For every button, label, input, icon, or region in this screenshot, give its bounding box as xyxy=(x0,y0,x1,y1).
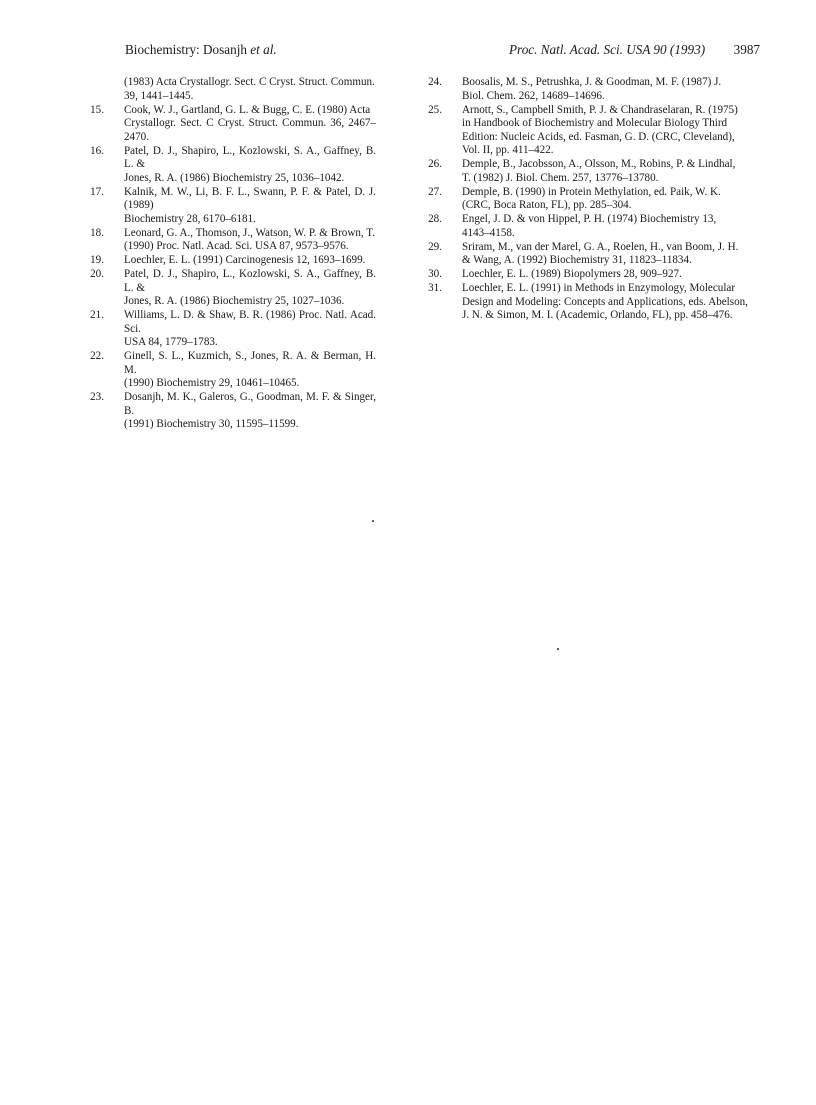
reference-number: 25. xyxy=(428,103,442,116)
reference-18 xyxy=(76,227,376,254)
reference-text-line: (CRC, Boca Raton, FL), pp. 285–304. xyxy=(462,199,632,211)
reference-text-line: Demple, B., Jacobsson, A., Olsson, M., Robins, P. & Lindhal, xyxy=(462,158,736,170)
scan-speck xyxy=(372,520,374,522)
reference-number: 16. xyxy=(90,144,104,157)
reference-26 xyxy=(414,158,760,185)
reference-text-line: Edition: Nucleic Acids, ed. Fasman, G. D. (CRC, Cleveland), xyxy=(462,130,735,143)
reference-number: 15. xyxy=(90,103,104,116)
reference-text-line: J. N. & Simon, M. I. (Academic, Orlando, FL), pp. 458–476. xyxy=(462,309,733,321)
reference-text-line: USA 84, 1779–1783. xyxy=(124,336,218,348)
reference-24 xyxy=(414,76,760,103)
reference-number: 19. xyxy=(90,254,104,266)
reference-text-line: Ginell, S. L., Kuzmich, S., Jones, R. A. & Berman, H. M. xyxy=(124,350,376,376)
reference-21 xyxy=(76,309,376,350)
reference-text-line: Sriram, M., van der Marel, G. A., Roelen, H., van Boom, J. H. xyxy=(462,240,739,253)
page-number: 3987 xyxy=(733,42,760,57)
reference-text-line: Crystallogr. Sect. C Cryst. Struct. Commun. 36, 2467–2470. xyxy=(124,117,376,143)
reference-15 xyxy=(76,104,376,145)
reference-number: 18. xyxy=(90,226,104,239)
reference-text-line: T. (1982) J. Biol. Chem. 257, 13776–13780. xyxy=(462,171,659,184)
reference-16 xyxy=(76,145,376,186)
references-left-column xyxy=(76,76,376,432)
reference-text-line: Biol. Chem. 262, 14689–14696. xyxy=(462,89,605,102)
reference-text-line: Patel, D. J., Shapiro, L., Kozlowski, S. A., Gaffney, B. L. & xyxy=(124,268,376,294)
reference-17 xyxy=(76,186,376,227)
reference-text-line: Williams, L. D. & Shaw, B. R. (1986) Proc. Natl. Acad. Sci. xyxy=(124,309,376,335)
reference-text-line: (1990) Proc. Natl. Acad. Sci. USA 87, 9573–9576. xyxy=(124,240,349,252)
reference-text-line: Cook, W. J., Gartland, G. L. & Bugg, C. E. (1980) Acta xyxy=(124,103,371,116)
header-left: Biochemistry: Dosanjh et al. xyxy=(125,42,277,57)
reference-28 xyxy=(414,213,760,240)
reference-text-line: Loechler, E. L. (1991) in Methods in Enzymology, Molecular xyxy=(462,282,736,294)
reference-text-line: in Handbook of Biochemistry and Molecular Biology Third xyxy=(462,117,728,129)
reference-22 xyxy=(76,350,376,391)
reference-text-line: Biochemistry 28, 6170–6181. xyxy=(124,212,256,225)
reference-number: 29. xyxy=(428,240,442,253)
reference-number: 26. xyxy=(428,158,442,170)
references-right-column xyxy=(414,76,760,323)
reference-continuation: (1983) Acta Crystallogr. Sect. C Cryst. Struct. Commun. 39, 1441–1445. xyxy=(124,76,375,102)
reference-text-line: Jones, R. A. (1986) Biochemistry 25, 1027–1036. xyxy=(124,295,345,307)
reference-23 xyxy=(76,391,376,432)
reference-number: 23. xyxy=(90,391,104,403)
scan-speck xyxy=(557,648,559,650)
reference-text-line: Patel, D. J., Shapiro, L., Kozlowski, S. A., Gaffney, B. L. & xyxy=(124,144,376,170)
reference-text-line: Kalnik, M. W., Li, B. F. L., Swann, P. F. & Patel, D. J. (1989) xyxy=(124,185,376,211)
reference-25 xyxy=(414,104,760,158)
reference-text-line: Arnott, S., Campbell Smith, P. J. & Chandraselaran, R. (1975) xyxy=(462,103,738,116)
reference-text-line: Vol. II, pp. 411–422. xyxy=(462,144,554,156)
reference-number: 22. xyxy=(90,350,104,362)
reference-text-line: Design and Modeling: Concepts and Applications, eds. Abelson, xyxy=(462,295,748,308)
reference-text-line: Boosalis, M. S., Petrushka, J. & Goodman, M. F. (1987) J. xyxy=(462,76,722,88)
reference-text-line: (1991) Biochemistry 30, 11595–11599. xyxy=(124,418,299,430)
reference-31 xyxy=(414,282,760,323)
running-header xyxy=(125,42,760,62)
reference-number: 31. xyxy=(428,282,442,294)
reference-number: 20. xyxy=(90,268,104,280)
reference-text-line: Leonard, G. A., Thomson, J., Watson, W. P. & Brown, T. xyxy=(124,226,375,239)
reference-text-line: Loechler, E. L. (1991) Carcinogenesis 12, 1693–1699. xyxy=(124,254,366,266)
reference-27 xyxy=(414,186,760,213)
reference-30 xyxy=(414,268,760,282)
reference-29 xyxy=(414,241,760,268)
reference-number: 21. xyxy=(90,309,104,321)
reference-text-line: Loechler, E. L. (1989) Biopolymers 28, 909–927. xyxy=(462,268,682,280)
reference-text-line: Demple, B. (1990) in Protein Methylation, ed. Paik, W. K. xyxy=(462,185,721,198)
reference-number: 30. xyxy=(428,268,442,280)
reference-text-line: Engel, J. D. & von Hippel, P. H. (1974) Biochemistry 13, xyxy=(462,213,717,225)
reference-text-line: Dosanjh, M. K., Galeros, G., Goodman, M. F. & Singer, B. xyxy=(124,391,376,417)
reference-text-line: 4143–4158. xyxy=(462,226,515,239)
reference-number: 28. xyxy=(428,213,442,225)
reference-number: 17. xyxy=(90,185,104,198)
reference-text-line: & Wang, A. (1992) Biochemistry 31, 11823–11834. xyxy=(462,254,692,266)
reference-20 xyxy=(76,268,376,309)
reference-text-line: Jones, R. A. (1986) Biochemistry 25, 1036–1042. xyxy=(124,171,345,184)
reference-text-line: (1990) Biochemistry 29, 10461–10465. xyxy=(124,377,300,389)
reference-number: 24. xyxy=(428,76,442,88)
reference-number: 27. xyxy=(428,185,442,198)
reference-19 xyxy=(76,254,376,268)
header-journal: Proc. Natl. Acad. Sci. USA 90 (1993) xyxy=(509,42,706,57)
